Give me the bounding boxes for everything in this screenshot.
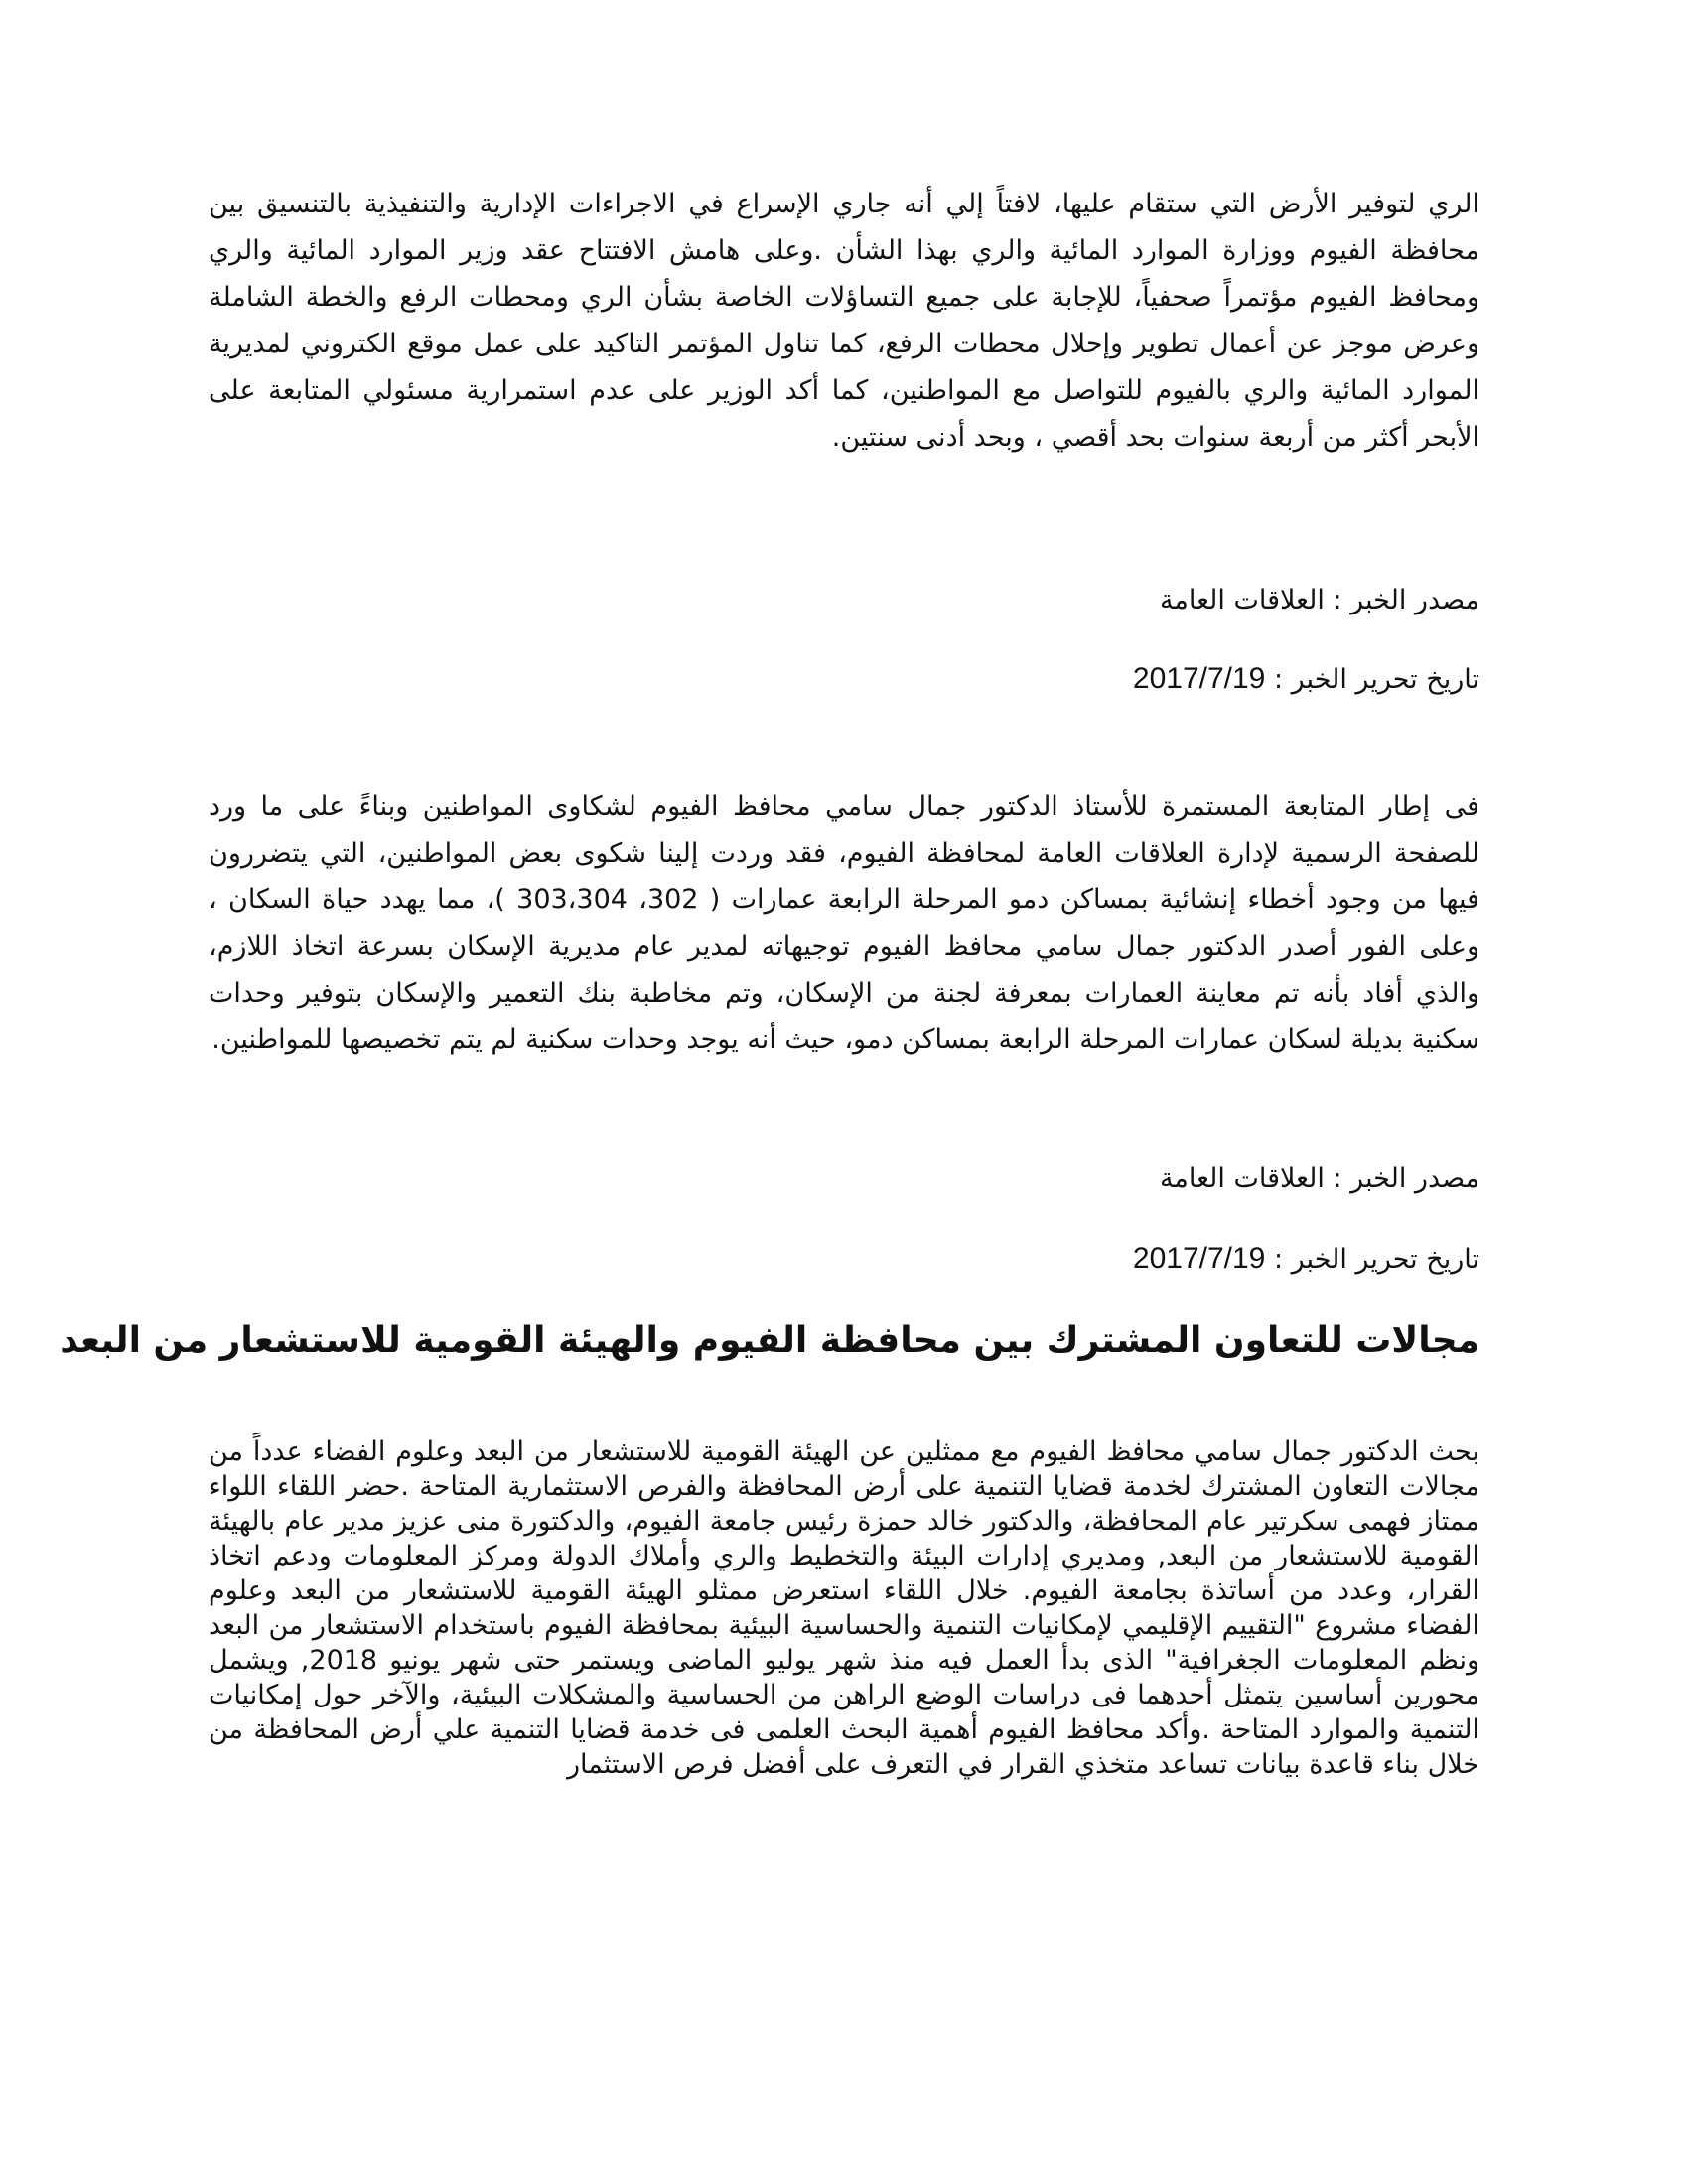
cooperation-article-paragraph: بحث الدكتور جمال سامي محافظ الفيوم مع ممثلين عن الهيئة القومية للاستشعار من البعد وعلوم الفضاء عدداً من مجالات التعاون المشترك لخدمة قضايا التنمية على أرض المحافظة والفرص الاستثمارية المتاحة .حضر اللقاء اللواء ممتاز فهمى سكرتير عام المحافظة، والدكتور خالد حمزة رئيس جامعة الفيوم، والدكتورة منى عزيز مدير عام بالهيئة القومية للاستشعار من البعد, ومديري إدارات البيئة والتخطيط والري وأملاك الدولة ومركز المعلومات ودعم اتخاذ القرار، وعدد من أساتذة بجامعة الفيوم. خلال اللقاء استعرض ممثلو الهيئة القومية للاستشعار من البعد وعلوم الفضاء مشروع "التقييم الإقليمي لإمكانيات التنمية والحساسية البيئية بمحافظة الفيوم باستخدام الاستشعار من البعد ونظم المعلومات الجغرافية" الذى بدأ العمل فيه منذ شهر يوليو الماضى ويستمر حتى شهر يونيو 2018, ويشمل محورين أساسين يتمثل أحدهما فى دراسات الوضع الراهن من الحساسية والمشكلات البيئية، والآخر حول إمكانيات التنمية والموارد المتاحة .وأكد محافظ الفيوم أهمية البحث العلمى فى خدمة قضايا التنمية علي أرض المحافظة من خلال بناء قاعدة بيانات تساعد متخذي القرار في التعرف على أفضل فرص الاستثمار <box>209 1436 1479 1780</box>
news-source-line: مصدر الخبر : العلاقات العامة <box>1159 585 1479 615</box>
article-continued-paragraph: الري لتوفير الأرض التي ستقام عليها، لافتاً إلي أنه جاري الإسراع في الاجراءات الإدارية والتنفيذية بالتنسيق بين محافظة الفيوم ووزارة الموارد المائية والري بهذا الشأن .وعلى هامش الافتتاح عقد وزير الموارد المائية والري ومحافظ الفيوم مؤتمراً صحفياً، للإجابة على جميع التساؤلات الخاصة بشأن الري ومحطات الرفع والخطة الشاملة وعرض موجز عن أعمال تطوير وإحلال محطات الرفع، كما تناول المؤتمر التاكيد على عمل موقع الكتروني لمديرية الموارد المائية والري بالفيوم للتواصل مع المواطنين، كما أكد الوزير على عدم استمرارية مسئولي المتابعة على الأبحر أكثر من أربعة سنوات بحد أقصي ، وبحد أدنى سنتين. <box>209 189 1479 453</box>
news-source-line: مصدر الخبر : العلاقات العامة <box>1159 1163 1479 1194</box>
news-date-label: تاريخ تحرير الخبر : <box>1273 664 1479 695</box>
news-date-value: 2017/7/19 <box>1132 662 1266 695</box>
complaint-article-paragraph: فى إطار المتابعة المستمرة للأستاذ الدكتور جمال سامي محافظ الفيوم لشكاوى المواطنين وبناءً على ما ورد للصفحة الرسمية لإدارة العلاقات العامة لمحافظة الفيوم، فقد وردت إلينا شكوى بعض المواطنين، التي يتضررون فيها من وجود أخطاء إنشائية بمساكن دمو المرحلة الرابعة عمارات ( 302، 303،304 )، مما يهدد حياة السكان ، وعلى الفور أصدر الدكتور جمال سامي محافظ الفيوم توجيهاته لمدير عام مديرية الإسكان بسرعة اتخاذ اللازم، والذي أفاد بأنه تم معاينة العمارات بمعرفة لجنة من الإسكان، وتم مخاطبة بنك التعمير والإسكان بتوفير وحدات سكنية بديلة لسكان عمارات المرحلة الرابعة بمساكن دمو، حيث أنه يوجد وحدات سكنية لم يتم تخصيصها للمواطنين. <box>209 791 1480 1055</box>
news-date-line <box>1133 1239 1479 1280</box>
news-date-value: 2017/7/19 <box>1132 1242 1266 1275</box>
news-date-line <box>1133 659 1479 700</box>
news-date-label: تاريخ تحرير الخبر : <box>1273 1244 1479 1275</box>
article-heading: مجالات للتعاون المشترك بين محافظة الفيوم والهيئة القومية للاستشعار من البعد <box>60 1320 1479 1361</box>
